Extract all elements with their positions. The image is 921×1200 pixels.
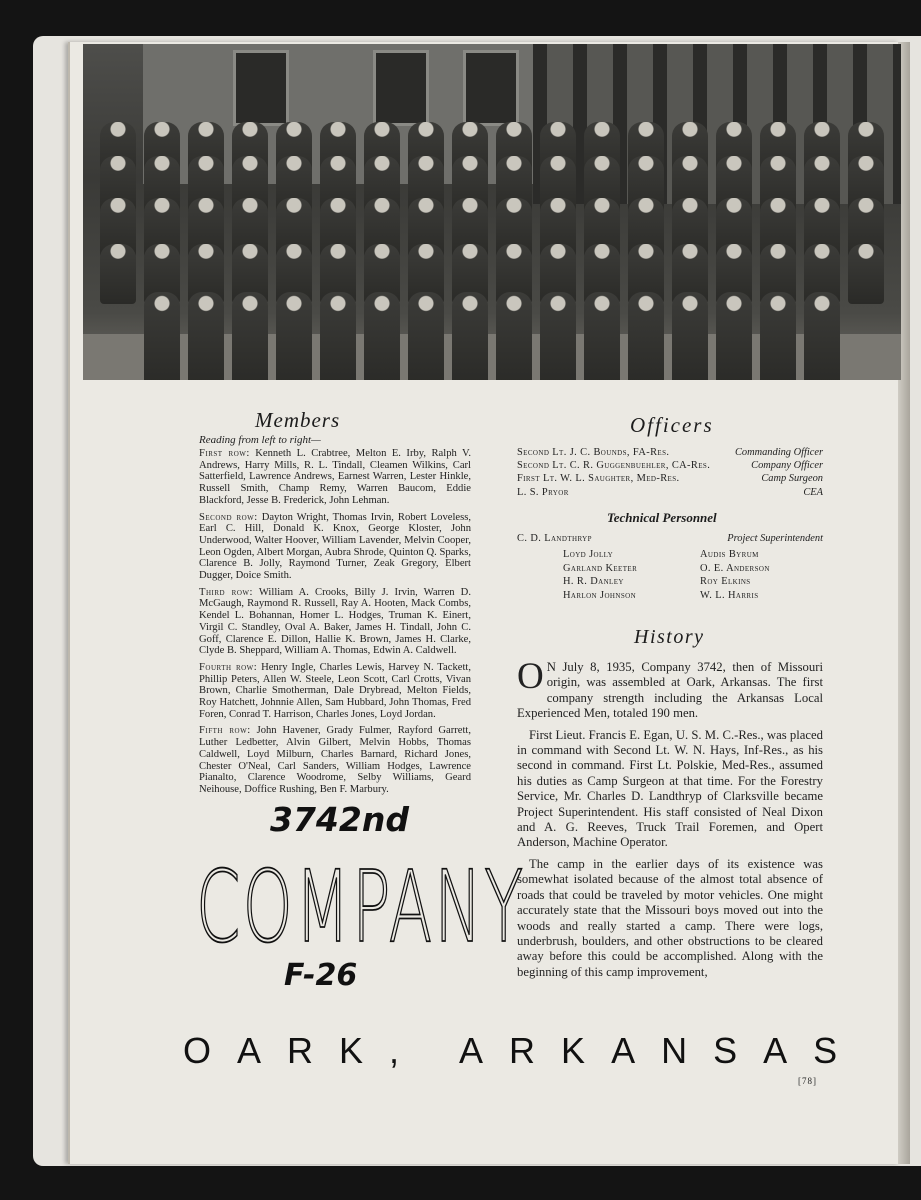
officer-line — [517, 459, 823, 472]
crew-name: Loyd Jolly — [563, 549, 614, 560]
location-title: OARK, ARKANSAS — [183, 1030, 864, 1071]
roster-row — [199, 662, 471, 721]
officer-name: L. S. Pryor — [517, 486, 569, 498]
row-names: Dayton Wright, Thomas Irvin, Robert Loveless, Earl C. Hill, Donald K. Knox, George Kloster, John Underwood, Walter Hoover, William Lavender, Melvin Cooper, Leon Ogden, Albert Morgan, Aubra Shrode, Quinton Q. Sparks, Clarence B. Jolly, Raymond Turner, Zeak Gregory, Elbert Dugger, Doice Smith. — [199, 511, 471, 582]
technical-crew-right — [700, 548, 770, 602]
crew-name: Harlon Johnson — [563, 589, 637, 601]
row-label: Third row: — [199, 586, 253, 598]
company-word — [196, 850, 525, 965]
company-word-text: COMPANY — [196, 850, 526, 965]
history-paragraph: First Lieut. Francis E. Egan, U. S. M. C.-Res., was placed in command with Second Lt. W. N. Hays, Inf-Res., as his second in command. First Lt. Polskie, Med-Res., assumed his duties as Camp Surgeon at that time. For the Forestry Service, Mr. Charles D. Landthryp of Clarksville became Project Superintendent. His staff consisted of Neal Dixon and A. G. Reeves, Truck Trail Foremen, and Opert Anderson, Machine Operator. — [517, 727, 823, 850]
photo-person — [232, 292, 268, 380]
crew-name: W. L. Harris — [700, 589, 759, 601]
page-number: [78] — [798, 1076, 817, 1086]
roster-row — [199, 587, 471, 657]
photo-person — [188, 292, 224, 380]
row-names: John Havener, Grady Fulmer, Rayford Garrett, Luther Ledbetter, Alvin Gilbert, Melvin Hobbs, Thomas Caldwell, Loyd Milburn, Charles Barnard, Richard Jones, Chester O'Neal, Carl Sanders, William Hodges, Lawrence Pianalto, Clarence Woodrome, Selby Williams, Geard Neihouse, Doffice Rushing, Ben F. Marbury. — [199, 725, 471, 795]
members-heading: Members — [255, 408, 341, 432]
officer-role: CEA — [803, 486, 823, 498]
crew-name: Garland Keeter — [563, 562, 638, 574]
superintendent-role: Project Superintendent — [727, 533, 823, 544]
officer-role: Camp Surgeon — [761, 473, 823, 485]
photo-person — [716, 292, 752, 380]
company-group-photo — [83, 44, 901, 380]
photo-person — [760, 292, 796, 380]
photo-person — [496, 292, 532, 380]
company-number: 3742nd — [270, 800, 409, 839]
officer-name: First Lt. W. L. Saughter, Med-Res. — [517, 473, 680, 485]
officer-line — [517, 446, 823, 459]
roster-row — [199, 512, 471, 582]
officer-line — [517, 472, 823, 485]
history-paragraph: The camp in the earlier days of its existence was somewhat isolated because of the almost total absence of roads that could be traveled by motor vehicles. One might accurately state that the Missouri boys moved out into the woods and really started a camp. There were logs, underbrush, boulders, and other obstructions to be cleared away before this could be accomplished. Along with the beginning of this camp improvement, — [517, 856, 823, 979]
photo-person — [584, 292, 620, 380]
crew-name: O. E. Anderson — [700, 562, 770, 574]
technical-crew-left — [563, 548, 637, 602]
photo-person — [364, 292, 400, 380]
officer-role: Company Officer — [751, 460, 823, 472]
photo-window — [463, 50, 519, 126]
photo-window — [373, 50, 429, 126]
row-names: William A. Crooks, Billy J. Irvin, Warren D. McGaugh, Raymond R. Russell, Ray A. Hooten, Mack Combs, Kendel L. Bohannan, Homer L. Hodges, Truman K. Einert, Virgil C. Standley, Oval A. Baker, James H. Tindall, John C. Goff, Clarence E. Dillon, Hallie K. Brown, James H. Clarke, Clyde B. Sheppard, William A. Thomas, Edwin A. Caldwell. — [199, 586, 471, 657]
photo-person — [672, 292, 708, 380]
crew-name: H. R. Danley — [563, 576, 624, 587]
row-label: First row: — [199, 448, 250, 459]
crew-name: Roy Elkins — [700, 576, 751, 587]
history-heading: History — [634, 626, 705, 648]
photo-window — [233, 50, 289, 126]
superintendent-name: C. D. Landthryp — [517, 533, 592, 544]
row-label: Fourth row: — [199, 661, 258, 673]
drop-cap: O — [517, 656, 544, 697]
officer-name: Second Lt. J. C. Bounds, FA-Res. — [517, 447, 670, 458]
roster-row — [199, 725, 471, 795]
officer-line — [517, 486, 823, 499]
photo-row — [83, 292, 901, 380]
photo-person — [628, 292, 664, 380]
row-names: Kenneth L. Crabtree, Melton E. Irby, Ralph V. Andrews, Harry Mills, R. L. Tindall, Cleamen Wilkins, Carl Satterfield, Lawrence Andrews, Earnest Warren, Lester Hinkle, Russell Smith, Champ Remy, Warren Baucom, Eddie Blackford, Jesse B. Frederick, John Lehman. — [199, 448, 471, 506]
crew-name: Audis Byrum — [700, 549, 759, 560]
photo-person — [144, 292, 180, 380]
roster-row — [199, 448, 471, 507]
technical-heading: Technical Personnel — [607, 510, 717, 525]
officers-heading: Officers — [630, 413, 714, 437]
officers-list — [517, 446, 823, 499]
row-label: Fifth row: — [199, 725, 251, 737]
officer-role: Commanding Officer — [734, 447, 823, 458]
photo-person — [408, 292, 444, 380]
photo-person — [540, 292, 576, 380]
photo-person — [276, 292, 312, 380]
history-paragraph — [517, 656, 823, 722]
history-p1-text: N July 8, 1935, Company 3742, then of Missouri origin, was assembled at Oark, Arkansas. The first company strength including the Arkansas Local Experienced Men, totaled 190 men. — [517, 660, 823, 721]
history-text — [517, 656, 823, 986]
reading-note: Reading from left to right— — [199, 434, 321, 446]
officer-name: Second Lt. C. R. Guggenbuehler, CA-Res. — [517, 460, 711, 472]
company-code: F-26 — [284, 958, 358, 993]
photo-person — [320, 292, 356, 380]
photo-person — [452, 292, 488, 380]
row-label: Second row: — [199, 511, 258, 523]
superintendent-line — [517, 533, 823, 544]
photo-person — [804, 292, 840, 380]
members-roster — [199, 448, 471, 801]
row-names: Henry Ingle, Charles Lewis, Harvey N. Tackett, Phillip Peters, Allen W. Steele, Leon Scott, Carl Crotts, Vivan Brown, Charlie Smotherman, Dale Drybread, Melton Fields, Roy Hatchett, Johnnie Allen, Sam Hubbard, John Thomas, Fred Foren, Conrad T. Harrison, Charles Jones, Loyd Jordan. — [199, 661, 471, 720]
